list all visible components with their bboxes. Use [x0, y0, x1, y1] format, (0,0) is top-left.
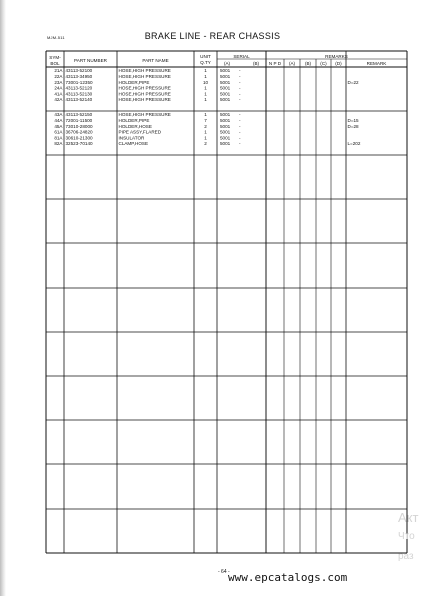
row-qty: 10: [202, 79, 209, 85]
row-symbol: 43A: [54, 112, 63, 118]
row-serial-a: 5001: [220, 79, 231, 85]
header-symbol: SYM-: [49, 55, 61, 60]
document-code: MJM-511: [47, 35, 65, 40]
header-remarks-a: (A): [288, 61, 296, 66]
watermark-text-1: Акт: [398, 510, 419, 525]
row-qty: 1: [204, 112, 207, 118]
row-part-number: 73001-12350: [65, 79, 93, 85]
row-part-number: 43113-52130: [65, 91, 93, 97]
row-remark: D=28: [347, 123, 359, 129]
row-symbol: 24A: [54, 85, 63, 91]
row-qty: 2: [204, 141, 207, 147]
row-part-number: 32523-70140: [65, 141, 93, 147]
row-remark: D=15: [347, 118, 359, 123]
row-part-number: 43113-52150: [65, 112, 93, 118]
row-symbol: 23A: [54, 79, 63, 85]
header-remarks-d: (D): [335, 61, 342, 66]
row-qty: 1: [204, 85, 207, 91]
row-serial-a: 5001: [220, 112, 231, 118]
watermark-text-3: раз: [398, 551, 414, 562]
row-qty: 1: [204, 74, 207, 79]
row-qty: 1: [204, 97, 207, 103]
row-serial-dash: -: [239, 91, 241, 97]
row-part-name: HOSE,HIGH PRESSURE: [118, 74, 171, 79]
row-symbol: 41A: [54, 91, 63, 97]
row-serial-a: 5001: [220, 141, 231, 147]
row-serial-dash: -: [239, 135, 241, 141]
row-remark: D=22: [347, 79, 359, 85]
row-symbol: 81A: [54, 135, 63, 141]
row-part-number: 43113-52140: [65, 97, 93, 103]
row-part-name: CLAMP,HOSE: [118, 141, 149, 147]
row-symbol: 42A: [54, 97, 63, 103]
row-part-name: HOSE,HIGH PRESSURE: [118, 97, 171, 103]
row-part-number: 30610-21300: [65, 135, 93, 141]
header-serial-a: (A): [223, 61, 231, 66]
row-qty: 1: [204, 129, 207, 135]
row-serial-a: 5001: [220, 91, 231, 97]
row-symbol: 44A: [54, 118, 63, 123]
header-unit-qty: Q.TY: [200, 60, 211, 65]
row-qty: 1: [204, 68, 207, 74]
header-remark: REMARK: [366, 61, 387, 66]
header-unit-qty: UNIT: [200, 54, 211, 59]
row-part-name: HOLDER,HOSE: [118, 123, 152, 129]
row-serial-dash: -: [239, 68, 241, 74]
page-title: BRAKE LINE - REAR CHASSIS: [144, 31, 281, 41]
row-serial-dash: -: [239, 112, 241, 118]
header-part-number: PART NUMBER: [74, 58, 107, 63]
row-qty: 1: [204, 135, 207, 141]
row-symbol: 21A: [54, 68, 63, 74]
row-serial-a: 5001: [220, 129, 231, 135]
row-serial-dash: -: [239, 79, 241, 85]
row-serial-a: 5001: [220, 97, 231, 103]
header-serial-b: (B): [252, 61, 260, 66]
row-part-number: 43113-52100: [65, 68, 93, 74]
row-symbol: 45A: [54, 123, 63, 129]
row-part-number: 43113-34950: [65, 74, 93, 79]
row-serial-a: 5001: [220, 118, 231, 123]
row-serial-a: 5001: [220, 85, 231, 91]
row-symbol: 22A: [54, 74, 63, 79]
header-remarks: REMARKS: [325, 54, 348, 59]
row-symbol: 61A: [54, 129, 63, 135]
website-watermark[interactable]: www.epcatalogs.com: [228, 571, 348, 584]
row-serial-a: 5001: [220, 123, 231, 129]
header-part-name: PART NAME: [142, 58, 169, 63]
header-remarks-b: (B): [304, 61, 312, 66]
row-remark: L=202: [347, 141, 361, 147]
row-part-number: 73010-28000: [65, 123, 93, 129]
header-npd: N P D: [268, 61, 282, 66]
row-qty: 1: [204, 91, 207, 97]
row-serial-dash: -: [239, 118, 241, 123]
row-symbol: 82A: [54, 141, 63, 147]
page-number: - 64 -: [218, 569, 230, 575]
row-serial-dash: -: [239, 74, 241, 79]
row-part-name: HOLDER,PIPE: [118, 79, 150, 85]
row-part-number: 36706-24820: [65, 129, 93, 135]
row-serial-a: 5001: [220, 68, 231, 74]
row-qty: 2: [204, 123, 207, 129]
header-serial: SERIAL: [233, 54, 250, 59]
row-serial-dash: -: [239, 129, 241, 135]
row-serial-dash: -: [239, 85, 241, 91]
row-part-name: HOSE,HIGH PRESSURE: [118, 91, 171, 97]
row-part-name: HOSE,HIGH PRESSURE: [118, 68, 171, 74]
header-remarks-c: (C): [320, 61, 327, 66]
row-serial-dash: -: [239, 123, 241, 129]
row-part-name: INSULATOR: [118, 135, 145, 141]
row-part-name: HOSE,HIGH PRESSURE: [118, 112, 171, 118]
header-symbol: BOL: [50, 61, 60, 66]
row-serial-a: 5001: [220, 74, 231, 79]
row-serial-dash: -: [239, 141, 241, 147]
row-qty: 7: [204, 118, 207, 123]
row-part-name: HOLDER,PIPE: [118, 118, 150, 123]
row-part-number: 72001-11500: [65, 118, 93, 123]
row-part-name: HOSE,HIGH PRESSURE: [118, 85, 171, 91]
row-serial-dash: -: [239, 97, 241, 103]
row-part-number: 43113-52120: [65, 85, 93, 91]
watermark-text-2: Что: [398, 531, 415, 542]
row-part-name: PIPE ASSY,FLARED: [118, 129, 162, 135]
row-serial-a: 5001: [220, 135, 231, 141]
